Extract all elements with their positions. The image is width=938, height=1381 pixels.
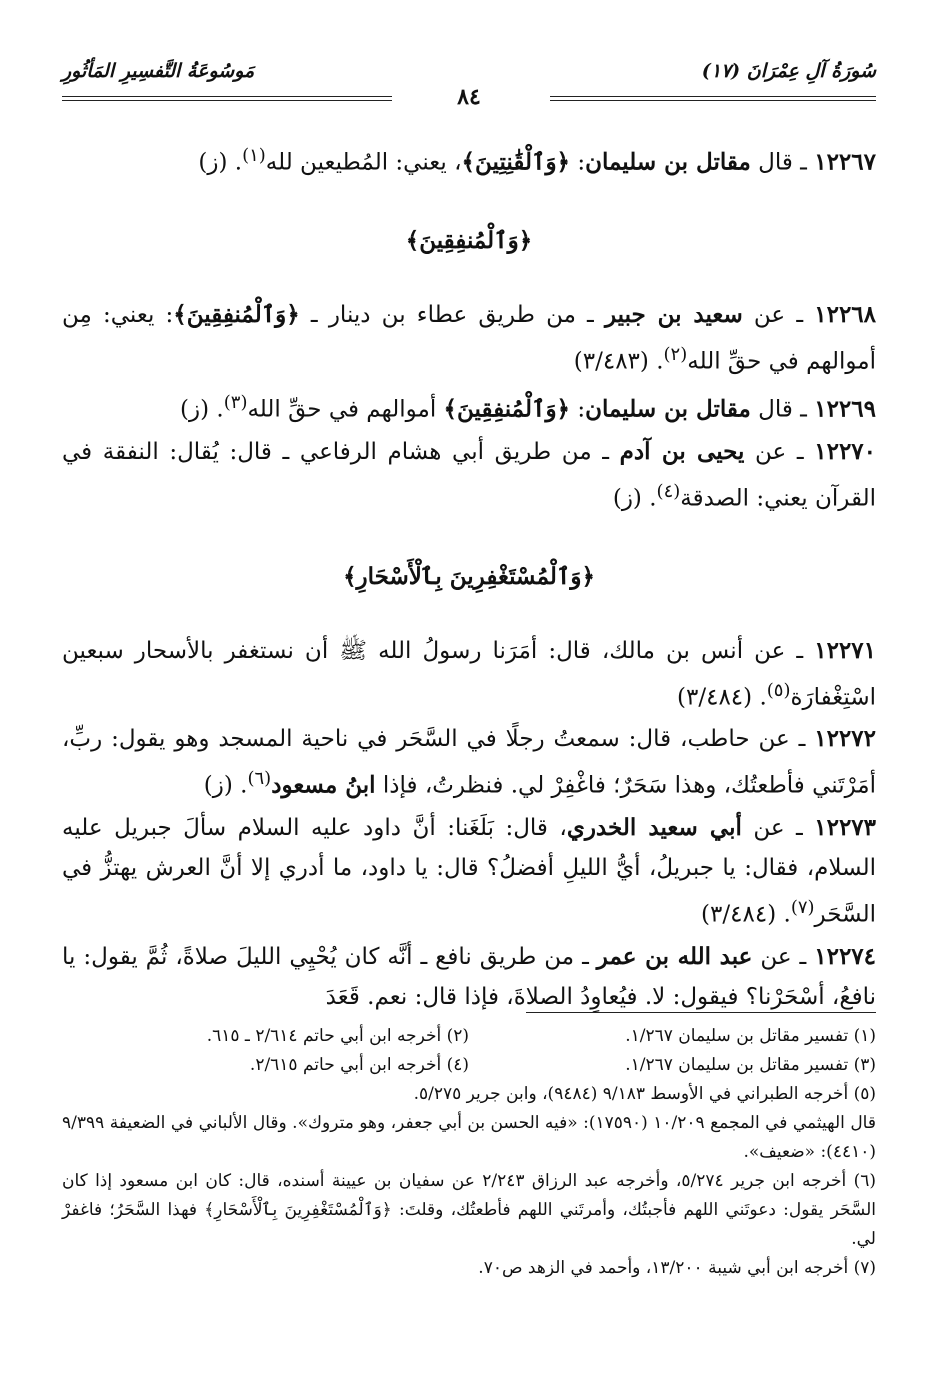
narrator-name: سعيد بن جبير [604, 300, 743, 328]
text: . (٣/٤٨٣) [573, 348, 664, 375]
athar-12273 [62, 808, 876, 935]
text: . (٣/٤٨٤) [701, 901, 791, 928]
text: ـ عن [744, 438, 804, 465]
narrator-name: ابنُ مسعود [271, 771, 376, 799]
footnote-ref: (٧) [790, 896, 815, 918]
text: ـ عن حاطب، قال: سمعتُ رجلًا في السَّحَر في ناحية المسجد وهو يقول: ربِّ، أمَرْتَني فأطعتُك، وهذا سَحَرٌ؛ فاغْفِرْ لي. فنظرتُ، فإذا [62, 726, 876, 799]
footnote-5: (٥) أخرجه الطبراني في الأوسط ٩/١٨٣ (٩٤٨٤)، وابن جرير ٥/٢٧٥. [413, 1084, 876, 1104]
section-heading: ﴿وَٱلْمُنفِقِينَ﴾ [405, 226, 533, 254]
footnote-6: (٦) أخرجه ابن جرير ٥/٢٧٤، وأخرجه عبد الرزاق ٢/٢٤٣ عن سفيان بن عيينة أسنده، قال: كان ابن مسعود إذا كان السَّحَر يقول: دعوتَني اللهم فأجبتُك، وأمرتَني اللهم فأطعتُك، وقلتَ: ﴿وَٱلْمُسْتَغْفِرِينَ بِٱلْأَسْحَارِ﴾ فهذا السَّحَرُ؛ فاغفرْ لي. [62, 1171, 876, 1249]
header-rule-right [550, 96, 876, 101]
text: . (٣/٤٨٤) [677, 684, 767, 711]
narrator-name: مقاتل بن سليمان [585, 395, 751, 423]
text: ـ عن [741, 814, 803, 841]
footnote-row [62, 1022, 876, 1051]
quran-quote: ﴿وَٱلْمُنفِقِينَ﴾ [173, 300, 300, 328]
athar-number: ١٢٢٧١ [814, 636, 876, 664]
footnote-ref: (١) [242, 145, 266, 166]
text: : [570, 149, 586, 176]
athar-12268 [62, 295, 876, 382]
text: : يعني: مِن أموالهم في حقِّ الله [62, 301, 876, 375]
footnote-5-continued: قال الهيثمي في المجمع ١٠/٢٠٩ (١٧٥٩٠): «فيه الحسن بن أبي جعفر، وهو متروك». وقال الألباني في الضعيفة ٩/٣٩٩ (٤٤١٠): «ضعيف». [62, 1113, 876, 1162]
text: ـ من طريق نافع ـ أنَّه كان يُحْيِي الليلَ صلاةً، ثُمَّ يقول: يا نافعُ، أسْحَرْنا؟ فيقول: لا. فيُعاوِدُ الصلاةَ، فإذا قال: نعم. قَعَدَ [62, 943, 876, 1010]
header-rule-left [62, 96, 392, 101]
athar-12274 [62, 937, 876, 1017]
athar-number: ١٢٢٧٠ [814, 437, 877, 465]
main-text [62, 136, 876, 1019]
text: . (ز) [612, 485, 657, 512]
quran-quote: ﴿وَٱلْمُنفِقِينَ﴾ [443, 395, 571, 423]
footnote-ref: (٥) [766, 679, 791, 701]
text: ـ عن [752, 943, 807, 970]
quran-quote: ﴿وَٱلْقَٰنِتِينَ﴾ [461, 148, 571, 176]
text: ـ عن أنس بن مالك، قال: أمَرَنا رسولُ الله ﷺ أن نستغفر بالأسحار سبعين اسْتِغْفارَة [62, 637, 876, 711]
text: ، قال: بَلَغَنا: أنَّ داود عليه السلام سألَ جبريل عليه السلام، فقال: يا جبريلُ، أيُّ الليلِ أفضلُ؟ قال: يا داود، ما أدري إلا أنَّ العرش يهتزُّ في السَّحَر [62, 814, 876, 928]
footnote-7: (٧) أخرجه ابن أبي شيبة ١٣/٢٠٠، وأحمد في الزهد ص٧٠. [478, 1258, 876, 1278]
athar-number: ١٢٢٧٣ [814, 813, 877, 841]
text: ، يعني: المُطيعين لله [265, 149, 462, 176]
page [62, 0, 876, 1381]
footnote-ref: (٦) [247, 768, 272, 790]
text: ـ قال [750, 396, 807, 423]
athar-number: ١٢٢٧٢ [814, 725, 876, 753]
athar-12272 [62, 719, 876, 806]
text: ـ من طريق عطاء بن دينار ـ [299, 301, 605, 328]
footnote-2: (٢) أخرجه ابن أبي حاتم ٢/٦١٤ ـ ٦١٥. [206, 1026, 469, 1046]
narrator-name: مقاتل بن سليمان [585, 148, 751, 176]
section-heading: ﴿وَٱلْمُسْتَغْفِرِينَ بِٱلْأَسْحَارِ﴾ [343, 562, 595, 590]
footnote-ref: (٤) [656, 480, 681, 502]
text: أموالهم في حقِّ الله [247, 396, 444, 423]
footnotes [62, 1022, 876, 1283]
athar-number: ١٢٢٦٧ [814, 148, 876, 176]
text: . (ز) [203, 772, 248, 799]
text: ـ عن [742, 301, 804, 328]
text: : [570, 396, 586, 423]
text: . (ز) [198, 149, 243, 176]
surah-title: سُورَةُ آلِ عِمْرَانَ (١٧) [701, 60, 876, 82]
book-title: مَوسُوعَةُ التَّفسِيرِ المَأثُورِ [62, 60, 255, 82]
athar-12271 [62, 631, 876, 718]
text: ـ من طريق أبي هشام الرفاعي ـ قال: يُقال: النفقة في القرآن يعني: الصدقة [62, 438, 876, 512]
athar-number: ١٢٢٦٨ [814, 300, 877, 328]
athar-12269 [62, 383, 876, 430]
footnote-3: (٣) تفسير مقاتل بن سليمان ١/٢٦٧. [625, 1055, 876, 1075]
text: ـ قال [750, 149, 807, 176]
footnote-4: (٤) أخرجه ابن أبي حاتم ٢/٦١٥. [249, 1055, 469, 1075]
athar-number: ١٢٢٦٩ [814, 395, 876, 423]
narrator-name: أبي سعيد الخدري [566, 813, 742, 841]
footnote-row [62, 1051, 876, 1080]
footnote-ref: (٣) [223, 392, 248, 414]
athar-12270 [62, 432, 876, 519]
narrator-name: يحيى بن آدم [619, 437, 745, 465]
athar-number: ١٢٢٧٤ [814, 942, 877, 970]
footnote-ref: (٢) [663, 343, 688, 365]
running-header [62, 52, 876, 110]
text: . (ز) [180, 396, 224, 423]
page-number: ٨٤ [457, 84, 481, 110]
footnote-separator [526, 1012, 876, 1013]
narrator-name: عبد الله بن عمر [596, 942, 753, 970]
footnote-1: (١) تفسير مقاتل بن سليمان ١/٢٦٧. [625, 1026, 876, 1046]
athar-12267 [62, 136, 876, 183]
